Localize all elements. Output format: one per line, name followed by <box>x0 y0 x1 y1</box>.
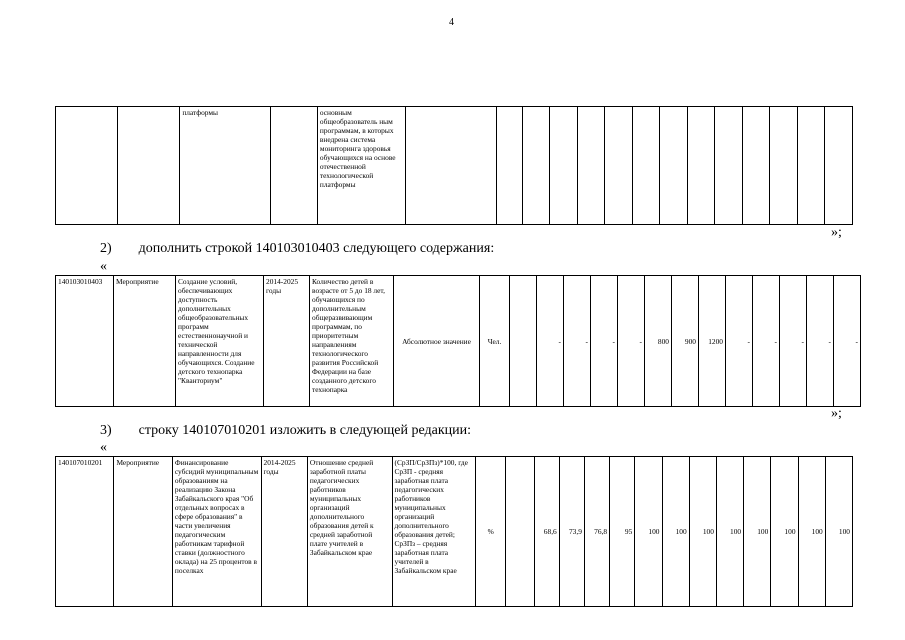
years-cell: 2014-2025 годы <box>264 276 310 407</box>
page-number: 4 <box>449 17 454 28</box>
value-cell: 68,6 <box>534 457 559 607</box>
method-cell: (СрЗП/СрЗПз)*100, где СрЗП - средняя заработная плата педагогических работников муниципальных организаций дополнительного образования детей; СрЗПз – средняя заработная плата учителей в Забайкальском крае <box>392 457 476 607</box>
item-text: строку 140107010201 изложить в следующей редакции: <box>138 423 472 438</box>
open-quote: « <box>100 259 107 274</box>
years-cell: 2014-2025 годы <box>261 457 307 607</box>
table-row-140107010201 <box>55 456 853 607</box>
indicator-cell: Отношение средней заработной платы педагогических работников муниципальных организаций дополнительного образования детей к средней заработной плате учителей в Забайкальском крае <box>307 457 392 607</box>
method-cell: Абсолютное значение <box>394 276 480 407</box>
value-cell: 800 <box>645 276 672 407</box>
value-cell: 1200 <box>699 276 726 407</box>
value-cell: - <box>753 276 780 407</box>
table-row <box>56 276 861 407</box>
type-cell: Мероприятие <box>114 276 176 407</box>
value-cell <box>506 457 534 607</box>
value-cell: 100 <box>771 457 798 607</box>
table-row <box>56 107 853 225</box>
value-cell: - <box>591 276 618 407</box>
value-cell: 76,8 <box>584 457 609 607</box>
item-2-line <box>100 241 494 257</box>
value-cell: 100 <box>662 457 689 607</box>
type-cell: Мероприятие <box>114 457 172 607</box>
value-cell: - <box>564 276 591 407</box>
value-cell <box>510 276 537 407</box>
value-cell: 100 <box>825 457 852 607</box>
value-cell: 73,9 <box>559 457 584 607</box>
name-cell: Финансирование субсидий муниципальным образованиям на реализацию Закона Забайкальского края "Об отдельных вопросах в сфере образования" в части увеличения педагогическим работникам тарифной ставки (должностного оклада) на 25 процентов в поселках <box>172 457 261 607</box>
unit-cell: Чел. <box>480 276 510 407</box>
code-cell: 140103010403 <box>56 276 114 407</box>
value-cell: 100 <box>744 457 771 607</box>
indicator-cell: Количество детей в возрасте от 5 до 18 лет, обучающихся по дополнительным общеразвивающим программам, по приоритетным направлениям технологического развития Российской Федерации на базе созданного детского технопарка <box>310 276 394 407</box>
value-cell: - <box>834 276 861 407</box>
table-top-fragment <box>55 106 853 225</box>
item-number: 2) <box>100 241 112 256</box>
name-cell: Создание условий, обеспечивающих доступность дополнительных общеобразовательных программ естественнонаучной и технической направленности для обучающихся. Создание детского технопарка "Кванториум" <box>176 276 264 407</box>
code-cell: 140107010201 <box>56 457 114 607</box>
value-cell: 100 <box>689 457 716 607</box>
table-row-140103010403 <box>55 275 861 407</box>
table-row <box>56 457 853 607</box>
value-cell: 100 <box>798 457 825 607</box>
value-cell: - <box>726 276 753 407</box>
value-cell: - <box>780 276 807 407</box>
value-cell: - <box>618 276 645 407</box>
indicator-cell: основным общеобразователь ным программам, в которых внедрена система мониторинга здоровья обучающихся на основе отечественной технологической платформы <box>317 107 405 225</box>
value-cell: 100 <box>716 457 743 607</box>
name-cell: платформы <box>180 107 271 225</box>
closing-quote: »; <box>831 225 842 240</box>
item-text: дополнить строкой 140103010403 следующего содержания: <box>138 241 495 256</box>
value-cell: 900 <box>672 276 699 407</box>
value-cell: 95 <box>610 457 635 607</box>
value-cell: - <box>807 276 834 407</box>
item-number: 3) <box>100 423 112 438</box>
value-cell: 100 <box>635 457 662 607</box>
unit-cell: % <box>476 457 506 607</box>
open-quote: « <box>100 440 107 455</box>
item-3-line <box>100 423 471 439</box>
closing-quote: »; <box>831 406 842 421</box>
value-cell: - <box>537 276 564 407</box>
